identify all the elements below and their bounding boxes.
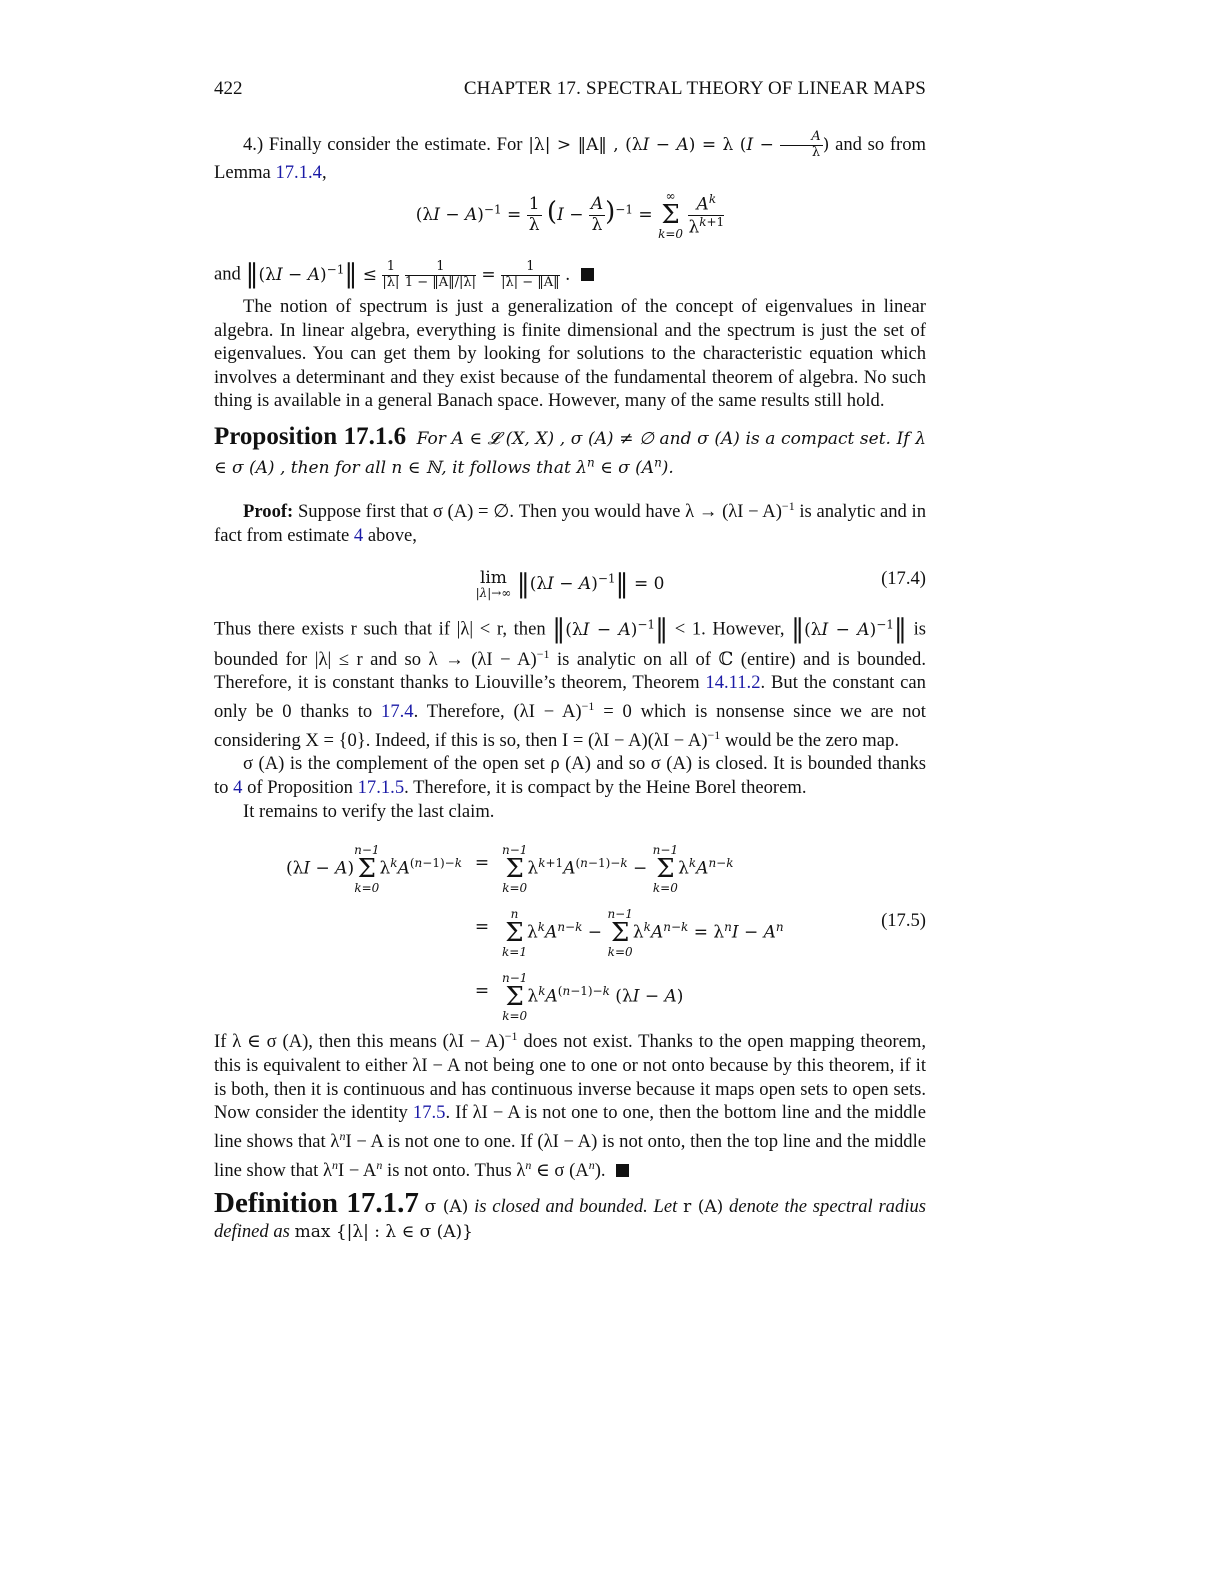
qed-square-icon: [616, 1164, 629, 1177]
chapter-title: CHAPTER 17. SPECTRAL THEORY OF LINEAR MAPS: [463, 78, 926, 99]
page-body: [214, 130, 926, 1245]
equation-number: (17.4): [881, 568, 926, 590]
eq-17-5-link[interactable]: 17.5: [412, 1102, 446, 1124]
display-equation-17-5: (λI − A) n−1 Σ k=0 $\lambda^kA^{(n-1)-k}$ = n−1 Σ k=0 $\lambda^{k+1}A^{(n-1)-k}$ − n−1 Σ k=0 $\lambda^kA^{n-k}$ = n Σ k=1 $\lambda^kA^{n-k}$ − n−1 Σ k=0 $\lambda^kA^{n-k} = \lambda^nI - A^n$ = n−1 Σ k=0 $\lambda^kA^{(n-1)-k}$ (λI − A) (17.5): [285, 843, 926, 1024]
theorem-link[interactable]: 14.11.2: [705, 672, 761, 694]
equation-number: (17.5): [881, 910, 926, 932]
proposition-17-1-6: Proposition 17.1.6 For A ∈ 𝓛 (X, X) , σ (A) ≠ ∅ and σ (A) is a compact set. If λ ∈ σ (A) , then for all n ∈ ℕ, it follows that $\lambda^n$ ∈ σ $(A^n)$.: [214, 423, 926, 479]
spectrum-notion-paragraph: The notion of spectrum is just a generalization of the concept of eigenvalues in linear algebra. In linear algebra, everything is finite dimensional and the spectrum is just the set of eigenvalues. You can get them by looking for solutions to the characteristic equation which involves a determinant and they exist because of the fundamental theorem of algebra. No such thing is available in a general Banach space. However, many of the same results still hold.: [214, 296, 926, 412]
boundedness-paragraph: Thus there exists r such that if |λ| < r, then ‖(λI − A)$^{-1}$‖ < 1. However, ‖(λI − A)$^{-1}$‖ is bounded for |λ| ≤ r and so $\lambda \to (\lambda I - A)^{-1}$ is analytic on all of ℂ (entire) and is bounded. Therefore, it is constant thanks to Liouville’s theorem, Theorem 14.11.2. But the constant can only be 0 thanks to 17.4. Therefore, $(\lambda I - A)^{-1} = 0$ which is nonsense since we are not considering X = {0}. Indeed, if this is so, then $I = (\lambda I - A)(\lambda I - A)^{-1}$ would be the zero map.: [214, 614, 926, 751]
estimate-4-link[interactable]: 4: [353, 524, 364, 546]
proposition-heading: Proposition 17.1.6: [214, 423, 407, 451]
definition-17-1-7: Definition 17.1.7 σ (A) is closed and bounded. Let r (A) denote the spectral radius defined as max {|λ| : λ ∈ σ (A)}: [214, 1187, 926, 1242]
proof-label: Proof:: [243, 501, 294, 523]
norm-bound-line: and ‖(λI − A)$^{-1}$‖ ≤ $\frac{1}{|\lambda|}$ $\frac{1}{1 - ‖A‖/|\lambda|}$ = $\frac{1}{|\lambda| - ‖A‖}$ .: [214, 258, 926, 291]
closed-set-paragraph: σ (A) is the complement of the open set ρ (A) and so σ (A) is closed. It is bounded thanks to 4 of Proposition 17.1.5. Therefore, it is compact by the Heine Borel theorem.: [214, 753, 926, 799]
display-equation-17-4: lim |λ|→∞ ‖(λI − A)$^{-1}$‖ = 0 (17.4): [475, 567, 926, 600]
estimate-paragraph: 4.) Finally consider the estimate. For |λ| > ‖A‖ , (λI − A) = λ (I − $\frac{A}{\lambda}$ ) and so from Lemma 17.1.4,: [214, 129, 926, 183]
proposition-link[interactable]: 17.1.5: [357, 777, 405, 799]
display-equation-resolvent-series: $(\lambda I - A)^{-1}$ = $\frac{1}{\lambda}$ (I − $\frac{A}{\lambda}$ )$^{-1}$ = ∞ Σ k=0 $\frac{A^k}{\lambda^{k+1}}$: [415, 189, 725, 242]
eq-17-4-link[interactable]: 17.4: [381, 701, 414, 723]
page-number: 422: [214, 78, 243, 99]
remains-line: It remains to verify the last claim.: [243, 800, 495, 822]
proof-paragraph: Proof: Suppose first that σ (A) = ∅. Then you would have $\lambda \to (\lambda I - A)^{-1}$ is analytic and in fact from estimate 4 above,: [214, 498, 926, 546]
lemma-link[interactable]: 17.1.4: [275, 161, 322, 183]
definition-heading: Definition 17.1.7: [214, 1187, 419, 1220]
running-header: [214, 78, 926, 102]
qed-square-icon: [581, 268, 594, 281]
spectrum-power-paragraph: If λ ∈ σ (A), then this means $(\lambda I - A)^{-1}$ does not exist. Thanks to the open mapping theorem, this is equivalent to either λI − A not being one to one or not onto because by this theorem, if it is both, then it is continuous and has continuous inverse because it maps open sets to open sets. Now consider the identity 17.5. If λI − A is not one to one, then the bottom line and the middle line shows that $\lambda^nI - A$ is not one to one. If (λI − A) is not onto, then the top line and the middle line show that $\lambda^nI - A^n$ is not onto. Thus $\lambda^n$ ∈ σ $(A^n)$.: [214, 1029, 926, 1181]
item-4-link[interactable]: 4: [233, 777, 243, 799]
